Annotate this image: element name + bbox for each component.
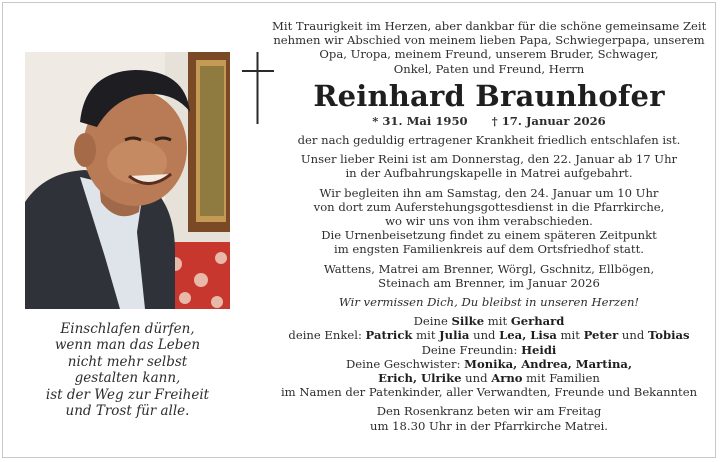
mourner-line <box>272 357 706 371</box>
service-line: von dort zum Auferstehungsgottesdienst in die Pfarrkirche, <box>313 199 665 214</box>
mourner-text: Deine <box>413 314 452 329</box>
mourner-name: Julia <box>439 328 470 343</box>
rosary-line: Den Rosenkranz beten wir am Freitag <box>376 404 602 419</box>
mourner-text: Deine Geschwister: <box>346 356 465 371</box>
poem-line: nicht mehr selbst <box>67 353 188 370</box>
mourner-name: Lea, Lisa <box>499 328 557 343</box>
life-dates <box>272 114 706 128</box>
service-line: Die Urnenbeisetzung findet zu einem späteren Zeitpunkt <box>321 228 657 243</box>
mourner-line <box>272 343 706 357</box>
birth-date: * 31. Mai 1950 <box>372 113 468 128</box>
service-line: Wir begleiten ihn am Samstag, den 24. Januar um 10 Uhr <box>319 185 659 200</box>
mourner-text: mit <box>556 328 584 343</box>
poem-line: Einschlafen dürfen, <box>60 321 195 337</box>
place-line: Wattens, Matrei am Brenner, Wörgl, Gschnitz, Ellbögen, <box>323 261 655 276</box>
mourner-line: im Namen der Patenkinder, aller Verwandten, Freunde und Bekannten <box>280 385 698 400</box>
place-line: Steinach am Brenner, im Januar 2026 <box>378 275 600 290</box>
place-paragraph <box>272 262 706 290</box>
mourners-paragraph <box>272 314 706 399</box>
poem-line: gestalten kann, <box>74 370 181 387</box>
viewing-line: Unser lieber Reini ist am Donnerstag, den 22. Januar ab 17 Uhr <box>300 152 678 167</box>
farewell-line: Wir vermissen Dich, Du bleibst in unseren Herzen! <box>338 295 640 310</box>
mourner-name: Erich, Ulrike <box>378 371 462 386</box>
intro-line: nehmen wir Abschied von meinem lieben Papa, Schwiegerpapa, unserem <box>273 33 705 48</box>
service-line: wo wir uns von ihm verabschieden. <box>385 214 593 229</box>
mourner-line <box>272 371 706 385</box>
cross-icon <box>242 52 274 124</box>
mourner-name: Monika, Andrea, Martina, <box>464 356 632 371</box>
mourner-text: mit Familien <box>522 371 600 386</box>
mourner-text: und <box>618 328 648 343</box>
deceased-name: Reinhard Braunhofer <box>313 78 665 113</box>
mourner-text: und <box>469 328 500 343</box>
death-date: † 17. Januar 2026 <box>491 113 606 128</box>
mourner-name: Heidi <box>521 342 557 357</box>
portrait-photo <box>25 52 230 309</box>
poem-line: und Trost für alle. <box>65 403 190 420</box>
mourner-text: deine Enkel: <box>288 328 366 343</box>
mourner-name: Silke <box>451 314 485 329</box>
mourner-line <box>272 314 706 328</box>
illness-line: der nach geduldig ertragener Krankheit friedlich entschlafen ist. <box>297 133 681 148</box>
mourner-text: und <box>461 371 492 386</box>
mourner-name: Peter <box>583 328 619 343</box>
viewing-line: in der Aufbahrungskapelle in Matrei aufgebahrt. <box>345 166 633 181</box>
notice-text <box>272 19 706 433</box>
poem-line: wenn man das Leben <box>54 337 201 354</box>
mourner-text: mit <box>412 328 440 343</box>
intro-line: Mit Traurigkeit im Herzen, aber dankbar für die schöne gemeinsame Zeit <box>272 19 707 33</box>
mourner-name: Tobias <box>647 328 690 343</box>
mourner-line <box>272 328 706 342</box>
rosary-paragraph <box>272 404 706 432</box>
poem-line: ist der Weg zur Freiheit <box>45 386 210 403</box>
poem <box>25 321 230 419</box>
mourner-name: Patrick <box>365 328 413 343</box>
intro-line: Onkel, Paten und Freund, Herrn <box>393 61 585 76</box>
mourner-name: Arno <box>491 371 523 386</box>
service-line: im engsten Familienkreis auf dem Ortsfriedhof statt. <box>334 242 644 257</box>
mourner-text: mit <box>484 314 511 329</box>
mourner-text: Deine Freundin: <box>421 342 522 357</box>
viewing-paragraph <box>272 152 706 180</box>
service-paragraph <box>272 186 706 257</box>
rosary-line: um 18.30 Uhr in der Pfarrkirche Matrei. <box>370 418 608 433</box>
mourner-name: Gerhard <box>510 314 565 329</box>
intro-line: Opa, Uropa, meinem Freund, unserem Bruder, Schwager, <box>319 47 659 62</box>
